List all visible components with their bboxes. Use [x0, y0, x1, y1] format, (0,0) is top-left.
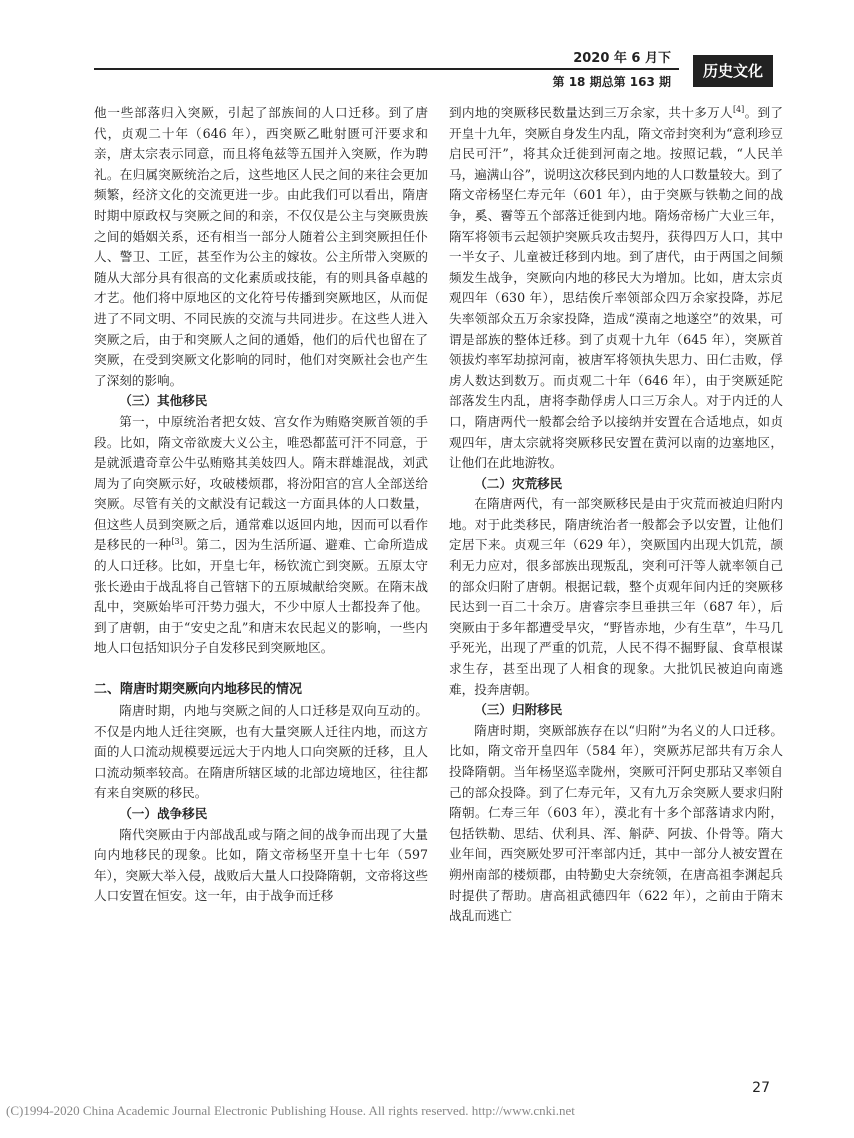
paragraph-text: 第一，中原统治者把女妓、宫女作为贿赂突厥首领的手段。比如，隋文帝欲废大义公主，唯恐都蓝可汗不同意，于是就派遣奇章公牛弘贿赂其美妓四人。隋末群雄混战，刘武周为了向突厥示好，攻破楼烦郡，将汾阳宫的宫人全部送给突厥。尽管有关的文献没有记载这一方面具体的人口数量，但这些人员到突厥之后，通常难以返回内地，因而可以看作是移民的一种 — [94, 413, 428, 553]
paragraph-text: 到内地的突厥移民数量达到三万余家，共十多万人 — [449, 105, 733, 120]
citation-ref: [4] — [732, 104, 745, 114]
subsection-heading-war-migration: （一）战争移民 — [119, 806, 208, 821]
paragraph-text: 。第二，因为生活所逼、避难、亡命所造成的人口迁移。比如，开皇七年，杨钦流亡到突厥。五原太守张长逊由于战乱将自己管辖下的五原城献给突厥。在隋末战乱中，突厥始毕可汗势力强大，不少中原人士都投奔了他。到了唐朝，由于“安史之乱”和唐末农民起义的影响，一些内地人口包括知识分子自发移民到突厥地区。 — [94, 537, 428, 656]
paragraph-text: 。到了开皇十九年，突厥自身发生内乱，隋文帝封突利为“意利珍豆启民可汗”，将其众迁徙到河南之地。按照记载，“人民羊马，遍满山谷”，说明这次移民到内地的人口数量较大。到了隋文帝杨坚仁寿元年（601 年），由于突厥与铁勒之间的战争，奚、霫等五个部落迁徙到内地。隋炀帝杨广大业三年，隋军将领韦云起领护突厥兵攻击契丹，获得四万人口，其中一半女子、儿童被迁移到内地。到了唐代，由于两国之间频频发生战争，突厥向内地的移民大为增加。比如，唐太宗贞观四年（630 年），思结俟斤率领部众四万余家投降，苏尼失率领部众五万余家投降，造成“漠南之地遂空”的效果，可谓是部族的整体迁移。到了贞观十九年（645 年），突厥首领拔灼率军劫掠河南，被唐军将领执失思力、田仁击败，俘虏人数达到数万。而贞观二十年（646 年），由于突厥延陀部落发生内乱，唐将李勣俘虏人口三万余人。对于内迁的人口，隋唐两代一般都会给予以接纳并安置在合适地点，如贞观四年，唐太宗就将突厥移民安置在黄河以南的边塞地区，让他们在此地游牧。 — [449, 105, 783, 471]
copyright-footer: (C)1994-2020 China Academic Journal Electronic Publishing House. All rights reserved. http://www.cnki.net — [6, 1103, 575, 1118]
subsection-heading-submission-migration: （三）归附移民 — [474, 702, 563, 718]
issue-date: 2020 年 6 月下 — [573, 51, 671, 66]
paragraph: 在隋唐两代，有一部突厥移民是由于灾荒而被迫归附内地。对于此类移民，隋唐统治者一般都会予以安置，让他们定居下来。贞观三年（629 年），突厥国内出现大饥荒，颉利无力应对，很多部族出现叛乱，突利可汗等人就率领自己的部众归附了唐朝。根据记载，整个贞观年间内迁的突厥移民达到一百二十余万。唐睿宗李旦垂拱三年（687 年），后突厥由于多年都遭受旱灾，“野皆赤地，少有生草”，牛马几乎死光，出现了严重的饥荒，人民不得不掘野鼠、食草根谋求生存，甚至出现了人相食的现象。大批饥民被迫向南逃难，投奔唐朝。 — [449, 496, 783, 697]
citation-ref: [3] — [171, 537, 183, 547]
issue-number: 第 18 期总第 163 期 — [552, 75, 671, 89]
paragraph: 隋唐时期，内地与突厥之间的人口迁移是双向互动的。不仅是内地人迁往突厥，也有大量突厥人迁往内地，而这方面的人口流动规模要远远大于内地人口向突厥的迁移，且人口流动频率较高。在隋唐所辖区域的北部边境地区，往往都有来自突厥的移民。 — [94, 703, 428, 801]
paragraph: 隋代突厥由于内部战乱或与隋之间的战争而出现了大量向内地移民的现象。比如，隋文帝杨坚开皇十七年（597 年），突厥大举入侵，战败后大量人口投降隋朝，文帝将这些人口安置在恒安。这一年，由于战争而迁移 — [94, 826, 428, 904]
paragraph — [94, 412, 428, 659]
column-tag: 历史文化 — [693, 55, 773, 87]
section-heading-2: 二、隋唐时期突厥向内地移民的情况 — [94, 682, 303, 698]
page-header — [0, 0, 854, 95]
header-rule — [94, 68, 679, 70]
page-number: 27 — [752, 1080, 770, 1096]
right-column — [449, 103, 783, 927]
paragraph: 隋唐时期，突厥部族存在以“归附”为名义的人口迁移。比如，隋文帝开皇四年（584 年），突厥苏尼部共有万余人投降隋朝。当年杨坚巡幸陇州，突厥可汗阿史那玷又率领自己的部众投降。到了仁寿元年，又有九万余突厥人要求归附隋朝。仁寿三年（603 年），漠北有十多个部落请求内附，包括铁勒、思结、伏利具、浑、斛萨、阿拔、仆骨等。隋大业年间，西突厥处罗可汗率部内迁，其中一部分人被安置在朔州南部的楼烦郡，由特勤史大奈统领，在唐高祖李渊起兵时提供了帮助。唐高祖武德四年（622 年），之前由于隋末战乱而逃亡 — [449, 722, 783, 924]
paragraph: 他一些部落归入突厥，引起了部族间的人口迁移。到了唐代，贞观二十年（646 年），西突厥乙毗射匮可汗要求和亲，唐太宗表示同意，而且将龟兹等五国并入突厥，作为聘礼。在归属突厥统治之后，这些地区人民之间的来往会更加频繁，经济文化的交流更进一步。由此我们可以看出，隋唐时期中原政权与突厥之间的和亲，不仅仅是公主与突厥贵族之间的婚姻关系，还有相当一部分人随着公主到突厥担任仆人、警卫、工匠，甚至作为公主的嫁妆。公主所带入突厥的随从大部分具有很高的文化素质或技能，有的则具备卓越的才艺。他们将中原地区的文化符号传播到突厥地区，从而促进了不同文明、不同民族的交流与共同进步。在这些人进入突厥之后，由于和突厥人之间的通婚，他们的后代也留在了突厥，在受到突厥文化影响的同时，他们对突厥社会也产生了深刻的影响。 — [94, 105, 428, 388]
subsection-heading-other-migration: （三）其他移民 — [119, 393, 208, 409]
subsection-heading-disaster-migration: （二）灾荒移民 — [474, 475, 563, 491]
paragraph — [449, 103, 783, 474]
left-column — [94, 103, 428, 907]
